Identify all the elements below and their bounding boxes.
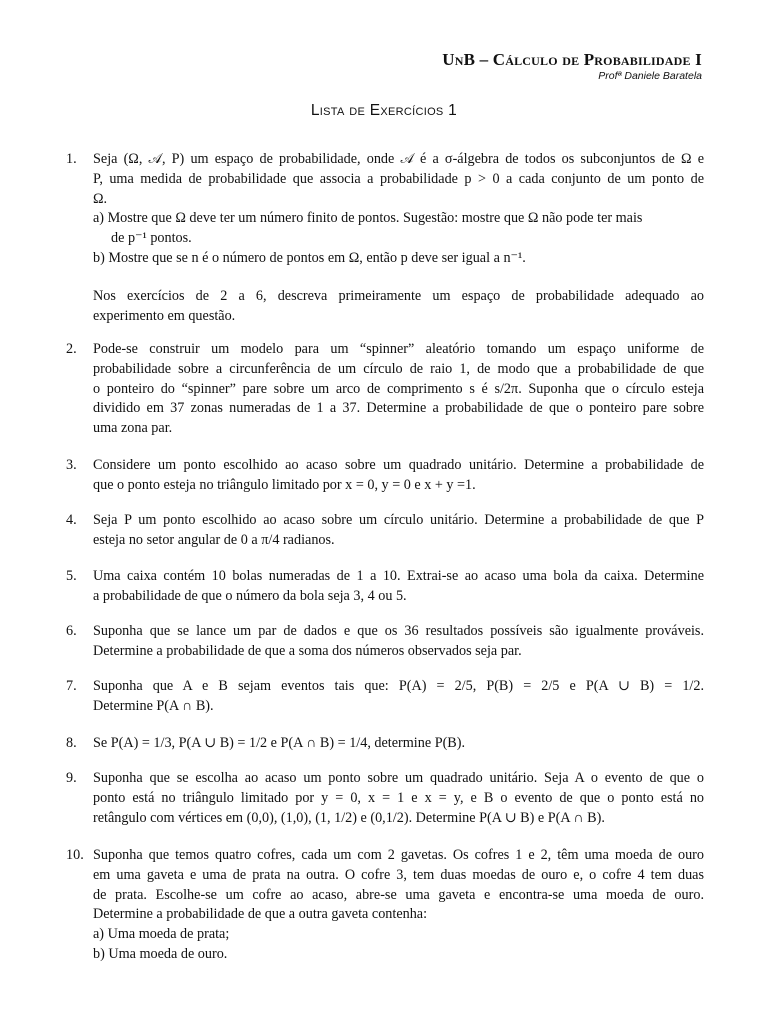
exercise-line: Determine a probabilidade de que a outra gaveta contenha: — [93, 906, 428, 923]
exercise-item-a — [93, 209, 704, 229]
exercise-3 — [66, 456, 704, 496]
exercise-9 — [66, 769, 704, 828]
exercise-line: uma zona par. — [93, 420, 173, 437]
exercise-line: a) Mostre que Ω deve ter um número finito de pontos. Sugestão: mostre que Ω não pode ter mais — [93, 210, 643, 227]
note-line: Nos exercícios de 2 a 6, descreva primeiramente um espaço de probabilidade adequado ao — [93, 288, 704, 304]
exercise-line: de p⁻¹ pontos. — [111, 230, 192, 247]
exercise-line: a probabilidade de que o número da bola seja 3, 4 ou 5. — [93, 587, 407, 604]
instructions-note — [93, 287, 704, 327]
exercise-line: Seja P um ponto escolhido ao acaso sobre um círculo unitário. Determine a probabilidade de que P — [93, 512, 704, 528]
exercise-line: Se P(A) = 1/3, P(A ∪ B) = 1/2 e P(A ∩ B) = 1/4, determine P(B). — [93, 735, 466, 751]
exercise-item-a: a) Uma moeda de prata; — [93, 926, 230, 943]
list-title: Lista de Exercícios 1 — [310, 102, 458, 119]
exercise-number: 1. — [66, 151, 77, 167]
exercise-number: 2. — [66, 341, 77, 357]
exercise-5 — [66, 567, 704, 607]
professor-name: Profª Daniele Baratela — [598, 70, 702, 82]
exercise-line: P, uma medida de probabilidade que associa a probabilidade p > 0 a cada conjunto de um ponto de — [93, 170, 704, 187]
exercise-line: Suponha que temos quatro cofres, cada um com 2 gavetas. Os cofres 1 e 2, têm uma moeda de ouro — [93, 847, 704, 863]
exercise-line: Ω. — [93, 190, 108, 207]
exercise-line: Suponha que A e B sejam eventos tais que: P(A) = 2/5, P(B) = 2/5 e P(A ∪ B) = 1/2. — [93, 678, 704, 694]
exercise-line: o ponteiro do “spinner” pare sobre um arco de comprimento s é s/2π. Suponha que o círculo esteja — [93, 380, 704, 397]
exercise-line: que o ponto esteja no triângulo limitado por x = 0, y = 0 e x + y =1. — [93, 476, 476, 493]
exercise-8 — [66, 734, 704, 754]
exercise-line: Considere um ponto escolhido ao acaso sobre um quadrado unitário. Determine a probabilidade de — [93, 457, 704, 473]
exercise-6 — [66, 622, 704, 662]
exercise-line: retângulo com vértices em (0,0), (1,0), (1, 1/2) e (0,1/2). Determine P(A ∪ B) e P(A ∩ B). — [93, 809, 605, 826]
exercise-10 — [66, 846, 704, 965]
exercise-line: probabilidade sobre a circunferência de um círculo de raio 1, de modo que a probabilidade de que — [93, 360, 704, 377]
exercise-number: 4. — [66, 512, 77, 528]
exercise-line: ponto está no triângulo limitado por y = 0, x = 1 e x = y, e B o evento de que o ponto está no — [93, 789, 704, 806]
exercise-number: 8. — [66, 735, 77, 751]
exercise-number: 9. — [66, 770, 77, 786]
exercise-line: Determine P(A ∩ B). — [93, 697, 214, 714]
exercise-7 — [66, 677, 704, 717]
exercise-number: 3. — [66, 457, 77, 473]
exercise-2 — [66, 340, 704, 439]
exercise-1 — [66, 150, 704, 269]
exercise-number: 10. — [66, 847, 84, 863]
exercise-line: Suponha que se lance um par de dados e que os 36 resultados possíveis são igualmente prováveis. — [93, 623, 704, 639]
exercise-number: 5. — [66, 568, 77, 584]
exercise-line: Determine a probabilidade de que a soma dos números observados seja par. — [93, 642, 522, 659]
exercise-4 — [66, 511, 704, 551]
exercise-number: 6. — [66, 623, 77, 639]
exercise-line: em uma gaveta e uma de prata na outra. O cofre 3, tem duas moedas de ouro e, o cofre 4 tem duas — [93, 866, 704, 883]
exercise-item-b: b) Mostre que se n é o número de pontos em Ω, então p deve ser igual a n⁻¹. — [93, 249, 526, 266]
course-title: UnB – Cálculo de Probabilidade I — [442, 50, 702, 69]
exercise-line: esteja no setor angular de 0 a π/4 radianos. — [93, 531, 335, 548]
note-line: experimento em questão. — [93, 307, 236, 324]
exercise-line: Pode-se construir um modelo para um “spinner” aleatório tomando um espaço uniforme de — [93, 341, 704, 357]
exercise-line: dividido em 37 zonas numeradas de 1 a 37. Determine a probabilidade de que o ponteiro pare sobre — [93, 400, 704, 417]
exercise-line: de prata. Escolhe-se um cofre ao acaso, abre-se uma gaveta e encontra-se uma moeda de ouro. — [93, 886, 704, 903]
exercise-line: Uma caixa contém 10 bolas numeradas de 1 a 10. Extrai-se ao acaso uma bola da caixa. Determine — [93, 568, 704, 584]
exercise-line: Seja (Ω, 𝒜, P) um espaço de probabilidade, onde 𝒜 é a σ-álgebra de todos os subconjuntos de Ω e — [93, 151, 704, 167]
exercise-item-b: b) Uma moeda de ouro. — [93, 945, 228, 962]
exercise-number: 7. — [66, 678, 77, 694]
exercise-line: Suponha que se escolha ao acaso um ponto sobre um quadrado unitário. Seja A o evento de que o — [93, 770, 704, 786]
